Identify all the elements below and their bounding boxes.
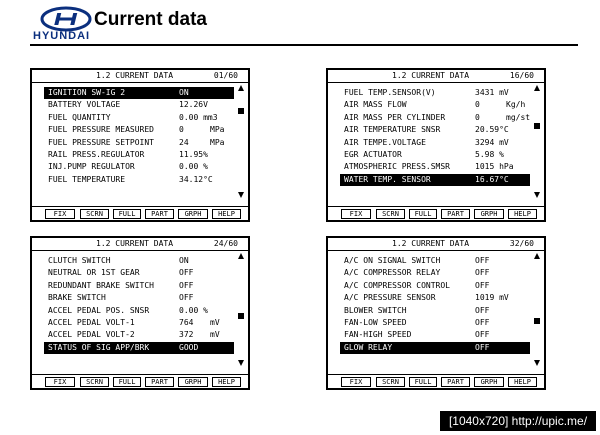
scrn-button[interactable]: SCRN bbox=[376, 209, 405, 219]
parameter-name: FAN-LOW SPEED bbox=[344, 317, 407, 327]
data-row[interactable] bbox=[340, 161, 530, 173]
parameter-name: FUEL QUANTITY bbox=[48, 112, 111, 122]
data-row[interactable] bbox=[44, 305, 234, 317]
scroll-up-arrow-icon[interactable] bbox=[534, 85, 540, 91]
function-key-bar bbox=[328, 374, 544, 388]
parameter-name: REDUNDANT BRAKE SWITCH bbox=[48, 280, 154, 290]
data-row[interactable] bbox=[44, 329, 234, 341]
data-row[interactable] bbox=[340, 317, 530, 329]
grph-button[interactable]: GRPH bbox=[178, 377, 208, 387]
parameter-value: OFF bbox=[475, 305, 490, 315]
hyundai-logo-icon bbox=[40, 6, 92, 32]
data-row[interactable] bbox=[340, 267, 530, 279]
data-row[interactable] bbox=[44, 292, 234, 304]
parameter-name: AIR MASS FLOW bbox=[344, 100, 407, 110]
parameter-value: OFF bbox=[475, 342, 490, 352]
scrollbar[interactable] bbox=[236, 253, 246, 366]
grph-button[interactable]: GRPH bbox=[178, 209, 208, 219]
parameter-name: NEUTRAL OR 1ST GEAR bbox=[48, 268, 140, 278]
parameter-name: INJ.PUMP REGULATOR bbox=[48, 162, 135, 172]
help-button[interactable]: HELP bbox=[212, 377, 241, 387]
parameter-value: 16.67°C bbox=[475, 174, 509, 184]
parameter-value: 1015 hPa bbox=[475, 162, 514, 172]
header-divider bbox=[30, 44, 578, 46]
parameter-value: 24 bbox=[179, 137, 189, 147]
parameter-name: BATTERY VOLTAGE bbox=[48, 100, 121, 110]
scrn-button[interactable]: SCRN bbox=[80, 209, 109, 219]
parameter-unit: MPa bbox=[210, 137, 225, 147]
scroll-down-arrow-icon[interactable] bbox=[238, 192, 244, 198]
page-indicator: 32/60 bbox=[509, 239, 534, 248]
page-title: Current data bbox=[94, 9, 207, 30]
page-indicator: 16/60 bbox=[509, 71, 534, 80]
parameter-name: BRAKE SWITCH bbox=[48, 293, 106, 303]
page-indicator: 24/60 bbox=[213, 239, 238, 248]
parameter-value: 0 bbox=[179, 125, 184, 135]
parameter-name: FUEL PRESSURE MEASURED bbox=[48, 125, 154, 135]
help-button[interactable]: HELP bbox=[508, 377, 537, 387]
data-list bbox=[44, 87, 234, 186]
parameter-value: 372 bbox=[179, 330, 194, 340]
parameter-value: 0.00 % bbox=[179, 305, 208, 315]
panel-title-bar bbox=[328, 238, 544, 251]
scroll-thumb[interactable] bbox=[534, 123, 540, 129]
data-row[interactable] bbox=[44, 342, 234, 354]
scroll-up-arrow-icon[interactable] bbox=[238, 253, 244, 259]
scroll-thumb[interactable] bbox=[238, 108, 244, 114]
parameter-value: 0.00 mm3 bbox=[179, 112, 218, 122]
data-row[interactable] bbox=[340, 305, 530, 317]
parameter-value: ON bbox=[179, 88, 189, 97]
data-row[interactable] bbox=[44, 174, 234, 186]
parameter-value: ON bbox=[179, 256, 189, 265]
data-row[interactable] bbox=[44, 137, 234, 149]
parameter-value: 0 bbox=[475, 100, 480, 110]
data-row[interactable] bbox=[340, 292, 530, 304]
data-row[interactable] bbox=[44, 161, 234, 173]
parameter-name: ATMOSPHERIC PRESS.SMSR bbox=[344, 162, 450, 172]
full-button[interactable]: FULL bbox=[409, 377, 437, 387]
full-button[interactable]: FULL bbox=[113, 209, 141, 219]
parameter-name: A/C ON SIGNAL SWITCH bbox=[344, 256, 441, 265]
parameter-name: FUEL TEMP.SENSOR(V) bbox=[344, 88, 436, 97]
parameter-unit: mV bbox=[210, 330, 220, 340]
panel-title-bar bbox=[32, 70, 248, 83]
scrollbar[interactable] bbox=[532, 85, 542, 198]
full-button[interactable]: FULL bbox=[113, 377, 141, 387]
scroll-thumb[interactable] bbox=[238, 313, 244, 319]
panel-title: 1.2 CURRENT DATA bbox=[96, 71, 174, 80]
function-key-bar bbox=[32, 374, 248, 388]
data-row[interactable] bbox=[44, 280, 234, 292]
parameter-value: OFF bbox=[179, 268, 194, 278]
data-row[interactable] bbox=[44, 112, 234, 124]
current-data-panel bbox=[30, 68, 250, 222]
parameter-name: CLUTCH SWITCH bbox=[48, 256, 111, 265]
image-size-caption: [1040x720] http://upic.me/ bbox=[440, 411, 596, 431]
parameter-name: ACCEL PEDAL VOLT-1 bbox=[48, 317, 135, 327]
parameter-value: 5.98 % bbox=[475, 149, 504, 159]
function-key-bar bbox=[32, 206, 248, 220]
parameter-value: 3294 mV bbox=[475, 137, 509, 147]
data-row[interactable] bbox=[44, 267, 234, 279]
parameter-name: GLOW RELAY bbox=[344, 342, 393, 352]
data-row[interactable] bbox=[44, 124, 234, 136]
scroll-thumb[interactable] bbox=[534, 318, 540, 324]
data-row[interactable] bbox=[44, 87, 234, 99]
parameter-name: AIR TEMPE.VOLTAGE bbox=[344, 137, 426, 147]
page-header bbox=[0, 0, 600, 52]
parameter-name: RAIL PRESS.REGULATOR bbox=[48, 149, 145, 159]
current-data-panel bbox=[326, 68, 546, 222]
data-row[interactable] bbox=[340, 280, 530, 292]
parameter-value: OFF bbox=[475, 317, 490, 327]
parameter-value: OFF bbox=[179, 280, 194, 290]
parameter-value: GOOD bbox=[179, 342, 199, 352]
scrollbar[interactable] bbox=[236, 85, 246, 198]
data-list bbox=[340, 255, 530, 354]
data-row[interactable] bbox=[340, 329, 530, 341]
parameter-name: STATUS OF SIG APP/BRK bbox=[48, 342, 150, 352]
fix-button[interactable]: FIX bbox=[45, 209, 75, 219]
data-row[interactable] bbox=[340, 149, 530, 161]
brand-name: HYUNDAI bbox=[33, 30, 91, 42]
data-row[interactable] bbox=[340, 174, 530, 186]
parameter-value: 11.95% bbox=[179, 149, 208, 159]
current-data-panel bbox=[326, 236, 546, 390]
parameter-value: 20.59°C bbox=[475, 125, 509, 135]
data-row[interactable] bbox=[44, 255, 234, 267]
parameter-value: 1019 mV bbox=[475, 293, 509, 303]
grph-button[interactable]: GRPH bbox=[474, 209, 504, 219]
page-indicator: 01/60 bbox=[213, 71, 238, 80]
part-button[interactable]: PART bbox=[145, 377, 174, 387]
parameter-value: OFF bbox=[179, 293, 194, 303]
panel-title-bar bbox=[32, 238, 248, 251]
function-key-bar bbox=[328, 206, 544, 220]
data-list bbox=[340, 87, 530, 186]
data-row[interactable] bbox=[44, 99, 234, 111]
panel-title: 1.2 CURRENT DATA bbox=[96, 239, 174, 248]
data-row[interactable] bbox=[340, 342, 530, 354]
data-row[interactable] bbox=[340, 137, 530, 149]
parameter-unit: Kg/h bbox=[506, 100, 526, 110]
parameter-name: IGNITION SW-IG 2 bbox=[48, 88, 126, 97]
help-button[interactable]: HELP bbox=[508, 209, 537, 219]
data-row[interactable] bbox=[340, 124, 530, 136]
data-list bbox=[44, 255, 234, 354]
parameter-value: 0 bbox=[475, 112, 480, 122]
parameter-value: OFF bbox=[475, 256, 490, 265]
parameter-name: A/C PRESSURE SENSOR bbox=[344, 293, 436, 303]
parameter-name: FAN-HIGH SPEED bbox=[344, 330, 412, 340]
parameter-value: 34.12°C bbox=[179, 174, 213, 184]
parameter-name: FUEL TEMPERATURE bbox=[48, 174, 126, 184]
parameter-name: EGR ACTUATOR bbox=[344, 149, 402, 159]
help-button[interactable]: HELP bbox=[212, 209, 241, 219]
data-row[interactable] bbox=[340, 87, 530, 99]
scroll-up-arrow-icon[interactable] bbox=[534, 253, 540, 259]
parameter-value: OFF bbox=[475, 280, 490, 290]
full-button[interactable]: FULL bbox=[409, 209, 437, 219]
parameter-name: AIR MASS PER CYLINDER bbox=[344, 112, 446, 122]
parameter-value: 0.00 % bbox=[179, 162, 208, 172]
parameter-name: BLOWER SWITCH bbox=[344, 305, 407, 315]
fix-button[interactable]: FIX bbox=[341, 377, 371, 387]
panel-title-bar bbox=[328, 70, 544, 83]
scroll-down-arrow-icon[interactable] bbox=[238, 360, 244, 366]
parameter-name: A/C COMPRESSOR RELAY bbox=[344, 268, 441, 278]
parameter-value: OFF bbox=[475, 330, 490, 340]
parameter-unit: MPa bbox=[210, 125, 225, 135]
panel-title: 1.2 CURRENT DATA bbox=[392, 71, 470, 80]
scrollbar[interactable] bbox=[532, 253, 542, 366]
parameter-value: 12.26V bbox=[179, 100, 208, 110]
parameter-unit: mg/st bbox=[506, 112, 531, 122]
fix-button[interactable]: FIX bbox=[45, 377, 75, 387]
scroll-down-arrow-icon[interactable] bbox=[534, 192, 540, 198]
data-row[interactable] bbox=[340, 255, 530, 267]
data-row[interactable] bbox=[340, 112, 530, 124]
parameter-value: 764 bbox=[179, 317, 194, 327]
part-button[interactable]: PART bbox=[441, 377, 470, 387]
parameter-value: 3431 mV bbox=[475, 88, 509, 97]
parameter-name: FUEL PRESSURE SETPOINT bbox=[48, 137, 154, 147]
parameter-name: WATER TEMP. SENSOR bbox=[344, 174, 431, 184]
parameter-unit: mV bbox=[210, 317, 220, 327]
scroll-down-arrow-icon[interactable] bbox=[534, 360, 540, 366]
scrn-button[interactable]: SCRN bbox=[376, 377, 405, 387]
part-button[interactable]: PART bbox=[441, 209, 470, 219]
scrn-button[interactable]: SCRN bbox=[80, 377, 109, 387]
data-row[interactable] bbox=[340, 99, 530, 111]
parameter-name: AIR TEMPERATURE SNSR bbox=[344, 125, 441, 135]
part-button[interactable]: PART bbox=[145, 209, 174, 219]
fix-button[interactable]: FIX bbox=[341, 209, 371, 219]
grph-button[interactable]: GRPH bbox=[474, 377, 504, 387]
parameter-name: ACCEL PEDAL VOLT-2 bbox=[48, 330, 135, 340]
parameter-value: OFF bbox=[475, 268, 490, 278]
data-row[interactable] bbox=[44, 149, 234, 161]
parameter-name: ACCEL PEDAL POS. SNSR bbox=[48, 305, 150, 315]
panel-title: 1.2 CURRENT DATA bbox=[392, 239, 470, 248]
data-row[interactable] bbox=[44, 317, 234, 329]
parameter-name: A/C COMPRESSOR CONTROL bbox=[344, 280, 450, 290]
current-data-panel bbox=[30, 236, 250, 390]
scroll-up-arrow-icon[interactable] bbox=[238, 85, 244, 91]
